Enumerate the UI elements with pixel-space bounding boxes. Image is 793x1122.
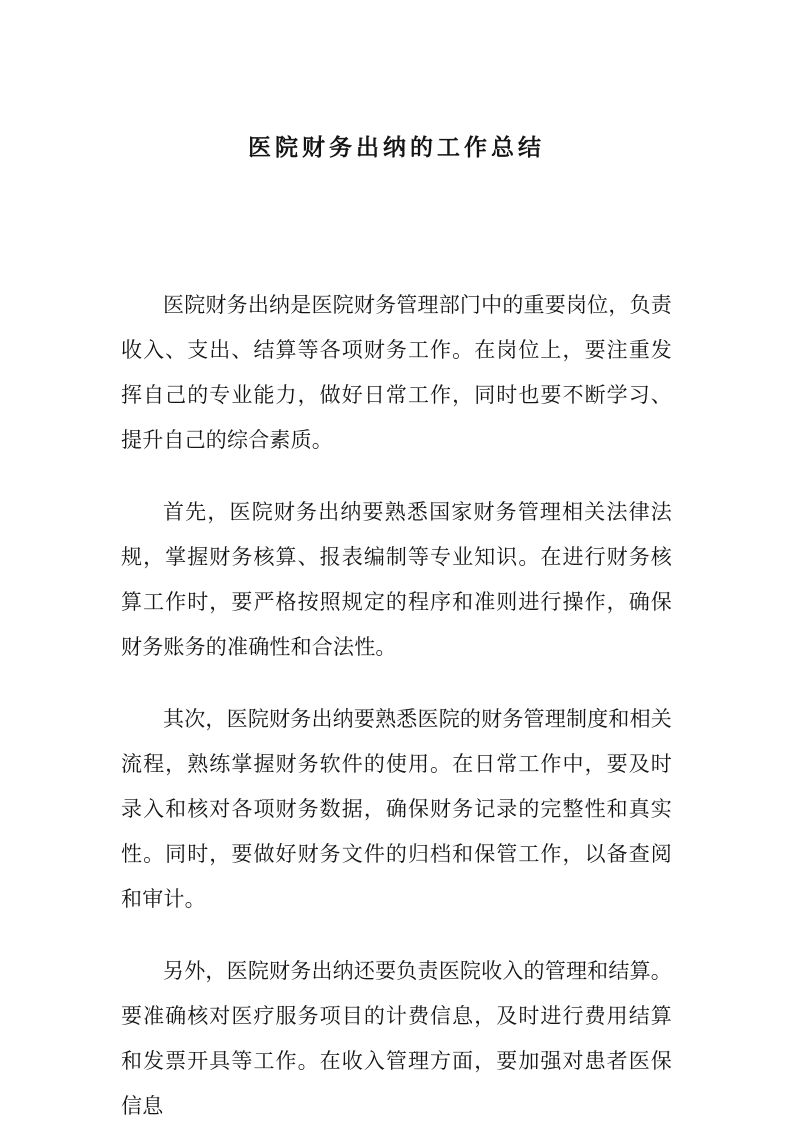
paragraph-third-point: 另外，医院财务出纳还要负责医院收入的管理和结算。要准确核对医疗服务项目的计费信息，及时进行费用结算和发票开具等工作。在收入管理方面，要加强对患者医保信息 [121,959,672,1118]
document-title: 医院财务出纳的工作总结 [248,135,545,160]
paragraph-first-point: 首先，医院财务出纳要熟悉国家财务管理相关法律法规，掌握财务核算、报表编制等专业知识。在进行财务核算工作时，要严格按照规定的程序和准则进行操作，确保财务账务的准确性和合法性。 [121,500,672,659]
paragraph-second-point: 其次，医院财务出纳要熟悉医院的财务管理制度和相关流程，熟练掌握财务软件的使用。在日常工作中，要及时录入和核对各项财务数据，确保财务记录的完整性和真实性。同时，要做好财务文件的归档和保管工作，以备查阅和审计。 [121,707,672,911]
document-body [121,283,672,1122]
paragraph-intro: 医院财务出纳是医院财务管理部门中的重要岗位，负责收入、支出、结算等各项财务工作。在岗位上，要注重发挥自己的专业能力，做好日常工作，同时也要不断学习、提升自己的综合素质。 [121,293,672,452]
